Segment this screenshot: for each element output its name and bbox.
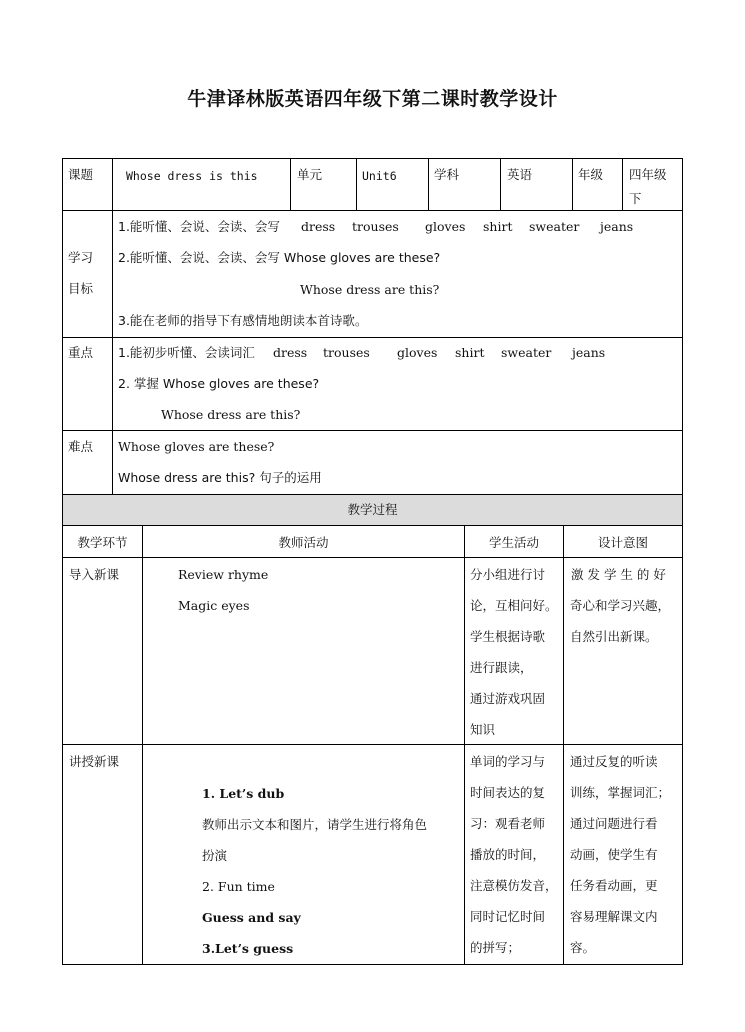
difficulties-line2: Whose dress are this? 句子的运用	[118, 470, 322, 485]
grade-value-line2: 下	[629, 191, 642, 206]
unit-value: Unit6	[362, 169, 397, 183]
student-activity-line: 注意模仿发音，	[470, 878, 558, 893]
topic-value: Whose dress is this	[126, 169, 258, 183]
keypoints-line2: 2. 掌握 Whose gloves are these?	[118, 376, 320, 391]
keypoints-word: trouses	[323, 345, 370, 360]
teacher-activity-line: Review rhyme	[178, 567, 269, 582]
goals-label-1: 学习	[68, 250, 94, 265]
intent-line: 激 发 学 生 的 好	[571, 567, 666, 582]
page-title: 牛津译林版英语四年级下第二课时教学设计	[187, 88, 558, 110]
teacher-activity-line: 教师出示文本和图片，请学生进行将角色	[202, 817, 428, 832]
difficulties-line1: Whose gloves are these?	[118, 439, 275, 454]
student-activity-line: 同时记忆时间	[470, 909, 546, 924]
keypoints-word: shirt	[455, 345, 485, 360]
student-activity-line: 学生根据诗歌	[470, 629, 546, 644]
goals-label-2: 目标	[68, 281, 94, 296]
column-header-teacher: 教师活动	[278, 535, 329, 550]
intent-line: 容。	[570, 940, 596, 955]
column-header-intent: 设计意图	[597, 535, 648, 550]
stage-cell: 导入新课	[69, 567, 120, 582]
student-activity-line: 单词的学习与	[470, 754, 546, 769]
student-activity-line: 时间表达的复	[470, 785, 546, 800]
goals-line1-prefix: 1.能听懂、会说、会读、会写	[118, 219, 280, 234]
teacher-activity-line: 扮演	[202, 848, 228, 863]
goals-line4: 3.能在老师的指导下有感情地朗读本首诗歌。	[118, 313, 368, 328]
goals-line3: Whose dress are this?	[300, 282, 440, 297]
goals-word: dress	[301, 219, 336, 234]
keypoints-label: 重点	[68, 345, 94, 360]
intent-line: 自然引出新课。	[570, 629, 658, 644]
keypoints-word: gloves	[397, 345, 438, 360]
intent-line: 训练，掌握词汇；	[570, 785, 671, 800]
student-activity-line: 知识	[470, 722, 496, 737]
goals-word: jeans	[600, 219, 634, 234]
student-activity-line: 论，互相问好。	[470, 598, 558, 613]
teacher-activity-line: 2. Fun time	[202, 879, 275, 894]
teacher-activity-line: 3.Let’s guess	[202, 941, 294, 956]
goals-word: gloves	[425, 219, 466, 234]
intent-line: 通过问题进行看	[570, 816, 658, 831]
student-activity-line: 分小组进行讨	[470, 567, 546, 582]
subject-label: 学科	[434, 167, 460, 182]
grade-label: 年级	[578, 167, 604, 182]
teacher-activity-line: 1. Let’s dub	[202, 786, 285, 801]
column-header-stage: 教学环节	[77, 535, 128, 550]
keypoints-line1-prefix: 1.能初步听懂、会读词汇	[118, 345, 255, 360]
keypoints-word: sweater	[501, 345, 552, 360]
teacher-activity-line: Magic eyes	[178, 598, 250, 613]
intent-line: 容易理解课文内	[570, 909, 658, 924]
goals-word: sweater	[529, 219, 580, 234]
subject-value: 英语	[507, 167, 533, 182]
student-activity-line: 播放的时间，	[470, 847, 546, 862]
difficulties-label: 难点	[68, 439, 94, 454]
keypoints-word: dress	[273, 345, 308, 360]
student-activity-line: 通过游戏巩固	[470, 691, 546, 706]
student-activity-line: 的拼写；	[470, 940, 521, 955]
goals-word: trouses	[352, 219, 399, 234]
process-header: 教学过程	[347, 502, 398, 517]
goals-word: shirt	[483, 219, 513, 234]
intent-line: 动画，使学生有	[570, 847, 658, 862]
keypoints-word: jeans	[572, 345, 606, 360]
keypoints-line3: Whose dress are this?	[161, 407, 301, 422]
teacher-activity-line: Guess and say	[202, 910, 301, 925]
intent-line: 任务看动画，更	[570, 878, 658, 893]
column-header-student: 学生活动	[488, 535, 539, 550]
intent-line: 奇心和学习兴趣，	[570, 598, 671, 613]
intent-line: 通过反复的听读	[570, 754, 658, 769]
goals-line2: 2.能听懂、会说、会读、会写 Whose gloves are these?	[118, 250, 441, 265]
unit-label: 单元	[297, 167, 323, 182]
student-activity-line: 习：观看老师	[470, 816, 546, 831]
grade-value-line1: 四年级	[629, 167, 667, 182]
student-activity-line: 进行跟读，	[470, 660, 533, 675]
stage-cell: 讲授新课	[69, 754, 120, 769]
topic-label: 课题	[68, 167, 94, 182]
